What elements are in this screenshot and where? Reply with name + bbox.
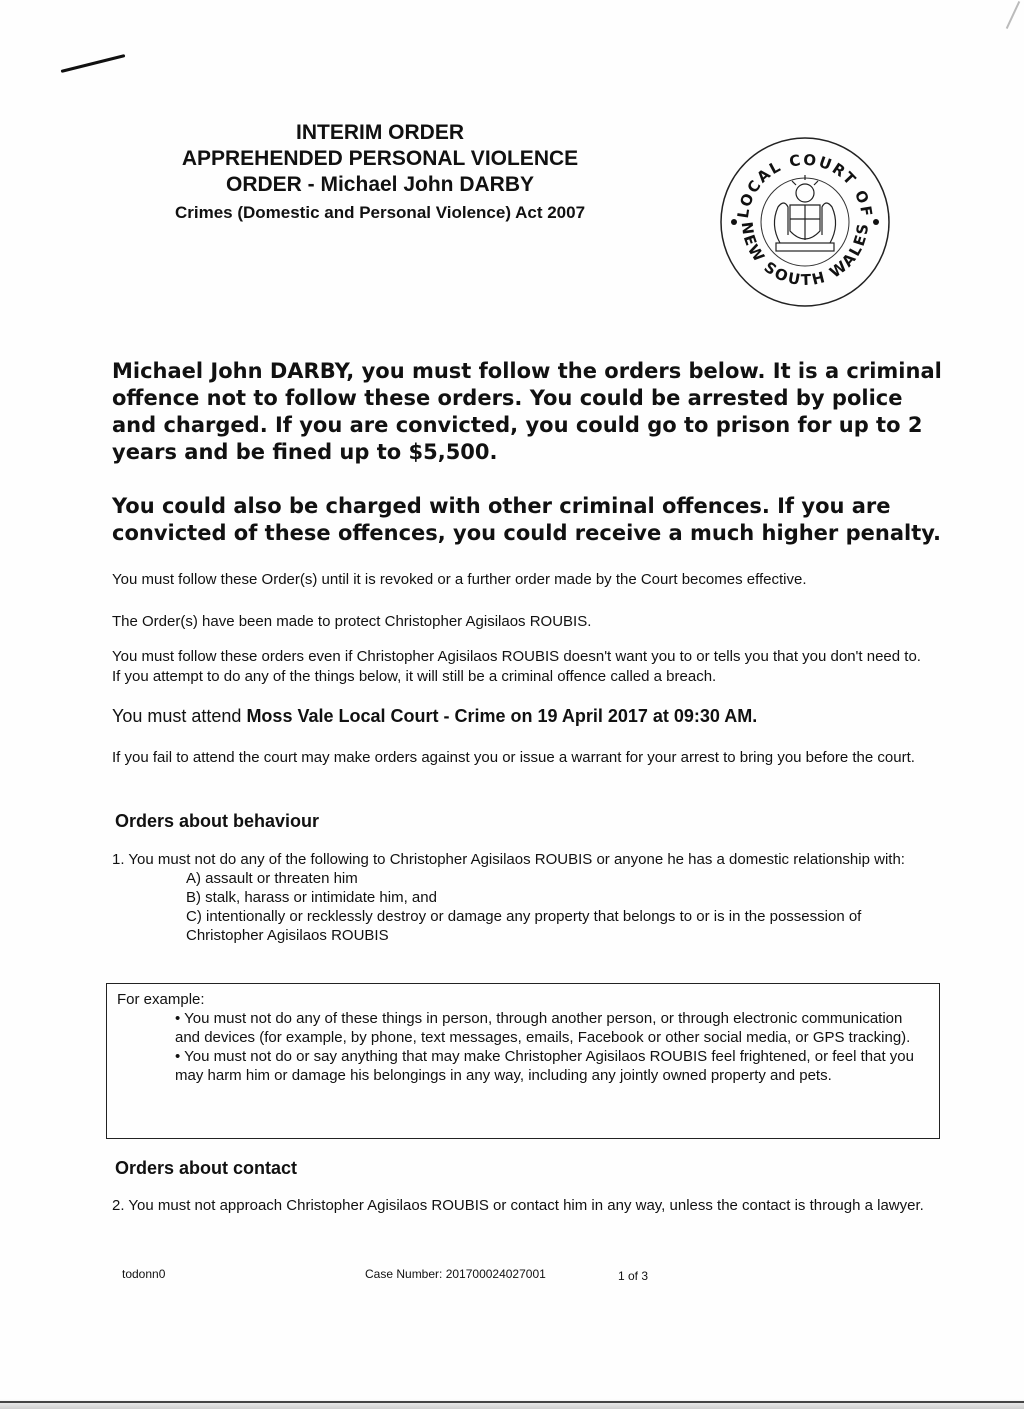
fail-to-attend-text: If you fail to attend the court may make orders against you or issue a warrant for your arrest to bring you before the court. [112, 749, 915, 766]
attend-prefix: You must attend [112, 706, 247, 726]
title-line-2: APPREHENDED PERSONAL VIOLENCE [181, 147, 579, 170]
example-bullet-2: • You must not do or say anything that may make Christopher Agisilaos ROUBIS feel frightened, or feel that you may harm him or damage his belongings in any way, including any jointly owned property and pets. [175, 1048, 914, 1084]
behaviour-intro: 1. You must not do any of the following to Christopher Agisilaos ROUBIS or anyone he has a domestic relationship with: [112, 851, 905, 868]
other-offences-warning: You could also be charged with other criminal offences. If you are convicted of these offences, you could receive a much higher penalty. [112, 494, 941, 545]
behaviour-heading: Orders about behaviour [115, 811, 320, 831]
example-bullet-1: • You must not do any of these things in person, through another person, or through electronic communication and devices (for example, by phone, text messages, emails, Facebook or other social media, or GPS tracking). [175, 1010, 911, 1046]
footer-page-number: 1 of 3 [618, 1269, 649, 1283]
follow-until-text: You must follow these Order(s) until it is revoked or a further order made by the Court becomes effective. [112, 571, 807, 588]
behaviour-item-a: A) assault or threaten him [186, 870, 358, 887]
footer-user: todonn0 [122, 1267, 166, 1281]
criminal-offence-warning: Michael John DARBY, you must follow the orders below. It is a criminal offence not to follow these orders. You could be arrested by police and charged. If you are convicted, you could go to prison for up to 2 years and be fined up to $5,500. [112, 359, 942, 464]
seal-top-text: LOCAL COURT OF [733, 150, 877, 220]
coat-of-arms-icon [774, 175, 835, 251]
scan-corner-line [1006, 1, 1020, 29]
even-if-text: You must follow these orders even if Christopher Agisilaos ROUBIS doesn't want you to or tells you that you don't need to. If you attempt to do any of the things below, it will still be a criminal offence called a breach. [112, 648, 921, 685]
order-title-block [140, 120, 620, 226]
court-seal [718, 135, 892, 309]
contact-heading: Orders about contact [115, 1158, 298, 1178]
behaviour-order [112, 850, 942, 945]
footer-case-number: Case Number: 201700024027001 [365, 1267, 546, 1281]
pen-mark [61, 54, 126, 73]
act-name: Crimes (Domestic and Personal Violence) Act 2007 [174, 203, 586, 222]
protected-person-text: The Order(s) have been made to protect Christopher Agisilaos ROUBIS. [112, 613, 592, 630]
title-line-3: ORDER - Michael John DARBY [225, 173, 535, 196]
scan-bottom-edge [0, 1401, 1024, 1403]
example-box [106, 983, 940, 1139]
attend-detail: Moss Vale Local Court - Crime on 19 April 2017 at 09:30 AM. [246, 706, 758, 726]
behaviour-item-c: C) intentionally or recklessly destroy or damage any property that belongs to or is in the possession of Christopher Agisilaos ROUBIS [186, 908, 862, 944]
behaviour-item-b: B) stalk, harass or intimidate him, and [186, 889, 437, 906]
contact-order-text: 2. You must not approach Christopher Agisilaos ROUBIS or contact him in any way, unless the contact is through a lawyer. [112, 1197, 924, 1214]
title-line-1: INTERIM ORDER [296, 121, 464, 144]
court-attendance [112, 704, 932, 728]
seal-bottom-text: NEW SOUTH WALES [737, 220, 873, 290]
example-label: For example: [117, 991, 205, 1008]
